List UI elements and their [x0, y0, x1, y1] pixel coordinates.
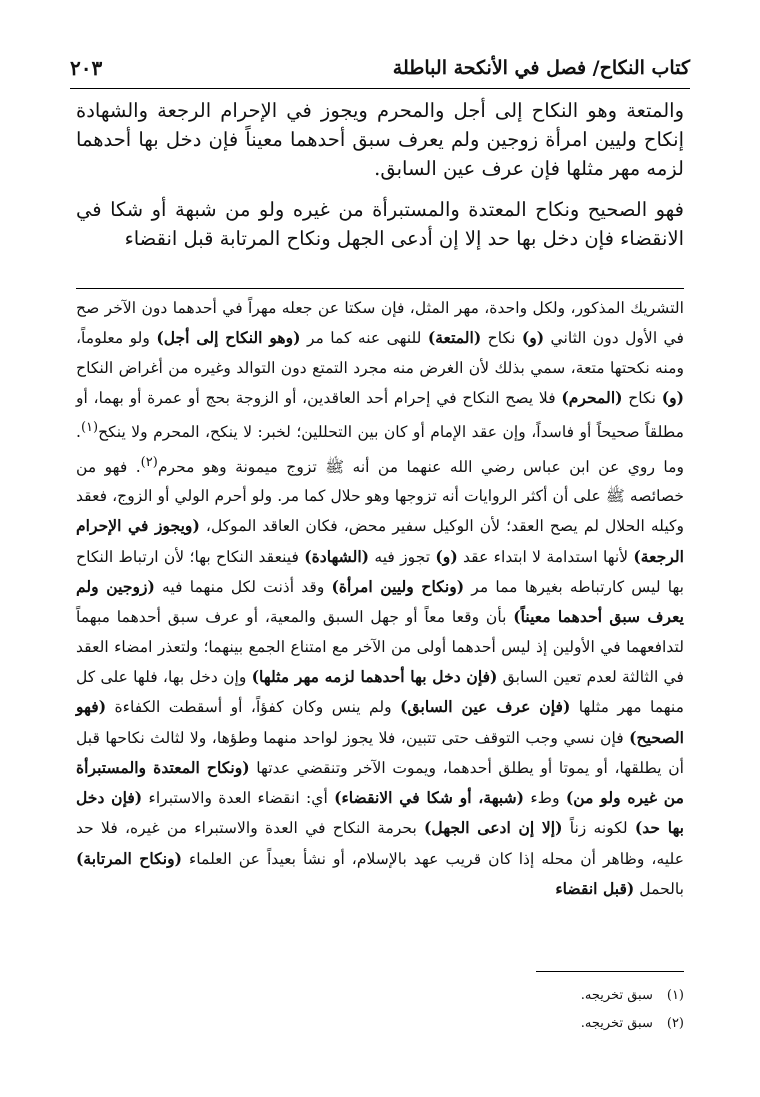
- footnote-number: (١): [666, 988, 684, 1003]
- running-title: كتاب النكاح/ فصل في الأنكحة الباطلة: [392, 57, 690, 79]
- quoted-matn: (زوجين ولم يعرف سبق أحدهما معيناً): [76, 577, 684, 627]
- quoted-matn: (ونكاح المعتدة والمستبرأة من غيره ولو من): [76, 757, 685, 808]
- page-number: ٢٠٣: [70, 56, 103, 80]
- commentary-segment: لكونه زناً: [562, 819, 635, 838]
- commentary-segment: للنهى عنه كما مر: [300, 329, 428, 348]
- quoted-matn: (شبهة، أو شكا في الانقضاء): [334, 788, 525, 808]
- commentary-segment: . وما روي عن ابن عباس رضي الله عنهما من أنه ﷺ تزوج ميمونة وهو محرم: [76, 423, 684, 476]
- commentary-segment: فلا يصح النكاح في إحرام أحد العاقدين، أو الزوجة بحج أو عمرة أو بهما، أو مطلقاً صحيحاً أو فاسداً، وإن عقد الإمام أو كان بين التحللين؛ لخبر: لا ينكح، المحرم ولا ينكح: [76, 388, 684, 442]
- footnote-number: (٢): [666, 1016, 684, 1031]
- commentary-paragraph: [76, 294, 684, 904]
- commentary-segment: نكاح: [481, 329, 522, 348]
- main-text-paragraph-1: والمتعة وهو النكاح إلى أجل والمحرم ويجوز في الإحرام الرجعة والشهادة إنكاح وليين امرأة زوجين ولم يعرف سبق أحدهما معيناً فإن دخل بها أحدهما لزمه مهر مثلها فإن عرف عين السابق.: [76, 99, 684, 180]
- quoted-matn: (الشهادة): [304, 546, 370, 566]
- main-text: [76, 96, 684, 265]
- quoted-matn: (و): [661, 387, 684, 407]
- commentary-segment: وطء: [524, 789, 566, 808]
- page-header: [70, 48, 690, 89]
- commentary-segment: التشريك المذكور، ولكل واحدة، مهر المثل، فإن سكتا عن جعله مهراً في أحدهما دون الآخر صح في الأول دون الثاني: [76, 299, 684, 348]
- commentary-segment: بأن وقعا معاً أو جهل السبق والمعية، أو عرف سبق أحدهما مبهماً لتدافعهما في الأولين إذ ليس أحدهما أولى من الآخر مع امتناع الجمع بينهما؛ ولتعذر امضاء العقد في الثالثة لعدم تعين السابق: [76, 608, 684, 686]
- commentary-segment: لأنها استدامة لا ابتداء عقد: [457, 547, 634, 566]
- commentary-segment: أي: انقضاء العدة والاستبراء: [142, 789, 335, 808]
- commentary-text: [76, 294, 684, 904]
- commentary-segment: بالحمل: [634, 880, 684, 899]
- quoted-matn: (فهو الصحيح): [76, 697, 684, 747]
- commentary-segment: فإن نسي وجب التوقف حتى تتبين، فلا يجوز لواحد منهما وطؤها، ولا لثالث نكاحها قبل أن يطلقها، أو يموتا أو يطلق أحدهما، ويموت الآخر وتنقضي عدتها: [76, 728, 685, 777]
- quoted-matn: (المحرم): [561, 387, 623, 407]
- main-text-paragraph-2: فهو الصحيح ونكاح المعتدة والمستبرأة من غيره ولو من شبهة أو شكا في الانقضاء فإن دخل بها حد إلا إن أدعى الجهل ونكاح المرتابة قبل انقضاء: [76, 198, 684, 250]
- footnote-separator-rule: [536, 971, 684, 972]
- commentary-segment: تجوز فيه: [369, 547, 436, 566]
- quoted-matn: (فإن دخل بها حد): [76, 788, 684, 838]
- commentary-segment: فينعقد النكاح بها؛ لأن ارتباط النكاح بها ليس كارتباطه بغيرها مما مر: [76, 547, 684, 597]
- quoted-matn: (و): [435, 546, 458, 566]
- commentary-segment: نكاح: [622, 388, 662, 407]
- quoted-matn: (ويجوز في الإحرام الرجعة): [76, 516, 684, 566]
- quoted-matn: (وهو النكاح إلى أجل): [156, 328, 301, 348]
- quoted-matn: (ونكاح المرتابة): [76, 848, 182, 868]
- quoted-matn: (إلا إن ادعى الجهل): [424, 818, 563, 838]
- quoted-matn: (المتعة): [427, 328, 482, 348]
- commentary-segment: بحرمة النكاح في العدة والاستبراء من غيره، فلا حد عليه، وظاهر أن محله إذا كان قريب عهد بالإسلام، أو نشأ بعيداً عن العلماء: [76, 819, 684, 868]
- quoted-matn: (فإن عرف عين السابق): [400, 697, 571, 717]
- commentary-segment: ولم ينس وكان كفؤاً، أو أسقطت الكفاءة: [106, 698, 401, 717]
- quoted-matn: (و): [521, 328, 545, 348]
- commentary-segment: ولو معلوماً، ومنه نكحتها متعة، سمي بذلك لأن الغرض منه مجرد التمتع دون التوالد وغيره من أغراض النكاح: [76, 329, 684, 377]
- quoted-matn: (ونكاح وليين امرأة): [331, 577, 465, 597]
- commentary-segment: وإن دخل بها، فلها على كل منهما مهر مثلها: [76, 667, 684, 717]
- footnote-text: سبق تخريجه.: [580, 988, 653, 1003]
- commentary-segment: . فهو من خصائصه ﷺ على أن أكثر الروايات أنه تزوجها وهو حلال كما مر. ولو أحرم الولي أو الزوج، فعقد وكيله الحلال لم يصح العقد؛ لأن الوكيل سفير محض، فكان العاقد الموكل،: [76, 457, 685, 536]
- footnote-1: [76, 982, 684, 1010]
- footnote-2: [76, 1010, 684, 1038]
- text-separator-rule: [76, 288, 684, 289]
- footnote-text: سبق تخريجه.: [580, 1016, 653, 1031]
- footnote-ref: (١): [80, 420, 99, 436]
- footnotes: [76, 982, 684, 1038]
- commentary-segment: وقد أذنت لكل منهما فيه: [154, 578, 332, 597]
- quoted-matn: (فإن دخل بها أحدهما لزمه مهر مثلها): [251, 666, 498, 686]
- quoted-matn: (قبل انقضاء: [555, 879, 635, 899]
- footnote-ref: (٢): [140, 454, 158, 470]
